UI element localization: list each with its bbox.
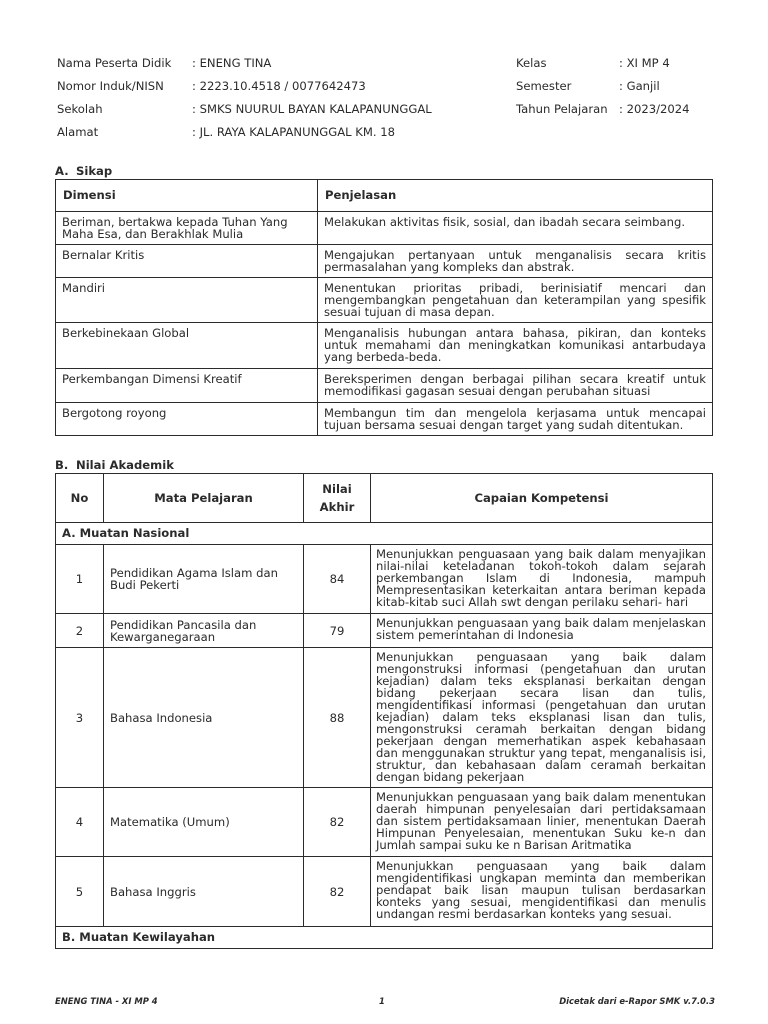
value-tahun: : 2023/2024 (619, 102, 690, 116)
page-footer (55, 996, 715, 1008)
capaian-cell: Menunjukkan penguasaan yang baik dalam mengidentifikasi ungkapan meminta dan memberikan pendapat baik lisan maupun tulisan berdasarkan konteks yang sesuai, mengidentifikasi dan menulis undangan resmi berdasarkan konteks yang sesuai. (371, 857, 713, 927)
identity-row-name (57, 56, 717, 79)
penjelasan-cell: Menganalisis hubungan antara bahasa, pikiran, dan konteks untuk memahami dan meningkatkan komunikasi antarbudaya yang berbeda-beda. (318, 323, 713, 369)
no-cell: 3 (56, 648, 104, 788)
no-cell: 1 (56, 545, 104, 614)
group-muatan-nasional: A. Muatan Nasional (56, 523, 713, 545)
table-row (56, 614, 713, 648)
value-nisn: : 2223.10.4518 / 0077642473 (192, 79, 366, 93)
group-row (56, 523, 713, 545)
dimensi-cell: Berkebinekaan Global (56, 323, 318, 369)
capaian-cell: Menunjukkan penguasaan yang baik dalam menyajikan nilai-nilai keteladanan tokoh-tokoh dalam sejarah perkembangan Islam di Indonesia, mampuh Mempresentasikan keterkaitan antara beriman kepada kitab-kitab suci Allah swt dengan perilaku sehari- hari (371, 545, 713, 614)
footer-student: ENENG TINA - XI MP 4 (55, 996, 158, 1006)
mapel-cell: Bahasa Indonesia (104, 648, 304, 788)
nilai-cell: 88 (304, 648, 371, 788)
label-semester: Semester (516, 79, 572, 93)
nilai-cell: 79 (304, 614, 371, 648)
identity-row-address (57, 125, 717, 148)
section-title-sikap (55, 164, 112, 178)
value-sekolah: : SMKS NUURUL BAYAN KALAPANUNGGAL (192, 102, 432, 116)
table-row (56, 212, 713, 245)
header-penjelasan: Penjelasan (318, 180, 713, 212)
label-nama: Nama Peserta Didik (57, 56, 172, 70)
penjelasan-cell: Bereksperimen dengan berbagai pilihan secara kreatif untuk memodifikasi gagasan sesuai dengan perubahan situasi (318, 369, 713, 403)
header-mapel: Mata Pelajaran (104, 474, 304, 523)
group-row (56, 927, 713, 949)
mapel-cell: Pendidikan Agama Islam dan Budi Pekerti (104, 545, 304, 614)
identity-row-nisn (57, 79, 717, 102)
no-cell: 4 (56, 788, 104, 857)
group-muatan-kewilayahan: B. Muatan Kewilayahan (56, 927, 713, 949)
table-row (56, 323, 713, 369)
table-row (56, 788, 713, 857)
label-kelas: Kelas (516, 56, 547, 70)
dimensi-cell: Beriman, bertakwa kepada Tuhan Yang Maha Esa, dan Berakhlak Mulia (56, 212, 318, 245)
table-row (56, 403, 713, 436)
mapel-cell: Pendidikan Pancasila dan Kewarganegaraan (104, 614, 304, 648)
header-nilai: Nilai Akhir (304, 474, 371, 523)
nilai-table (55, 473, 713, 949)
mapel-cell: Bahasa Inggris (104, 857, 304, 927)
sikap-header-row (56, 180, 713, 212)
table-row (56, 545, 713, 614)
label-tahun: Tahun Pelajaran (516, 102, 608, 116)
dimensi-cell: Mandiri (56, 278, 318, 323)
nilai-cell: 82 (304, 788, 371, 857)
label-nisn: Nomor Induk/NISN (57, 79, 164, 93)
header-dimensi: Dimensi (56, 180, 318, 212)
section-name-sikap: Sikap (76, 164, 113, 178)
value-semester: : Ganjil (619, 79, 660, 93)
table-row (56, 278, 713, 323)
table-row (56, 648, 713, 788)
dimensi-cell: Bernalar Kritis (56, 245, 318, 278)
section-name-nilai: Nilai Akademik (76, 458, 174, 472)
label-sekolah: Sekolah (57, 102, 103, 116)
section-letter-a: A. (55, 164, 69, 178)
penjelasan-cell: Membangun tim dan mengelola kerjasama untuk mencapai tujuan bersama sesuai dengan target yang sudah ditentukan. (318, 403, 713, 436)
table-row (56, 369, 713, 403)
header-capaian: Capaian Kompetensi (371, 474, 713, 523)
no-cell: 5 (56, 857, 104, 927)
sikap-table (55, 179, 713, 436)
capaian-cell: Menunjukkan penguasaan yang baik dalam mengonstruksi informasi (pengetahuan dan urutan kejadian) dalam teks eksplanasi berkaitan dengan bidang pekerjaan secara lisan dan tulis, mengidentifikasi informasi (pengetahuan dan urutan kejadian) dalam teks eksplanasi lisan dan tulis, mengonstruksi ceramah berkaitan dengan bidang pekerjaan dengan memerhatikan aspek kebahasaan dan menggunakan struktur yang tepat, menganalisis isi, struktur, dan kebahasaan dalam ceramah berkaitan dengan bidang pekerjaan (371, 648, 713, 788)
value-kelas: : XI MP 4 (619, 56, 670, 70)
nilai-cell: 82 (304, 857, 371, 927)
section-letter-b: B. (55, 458, 69, 472)
value-nama: : ENENG TINA (192, 56, 272, 70)
label-alamat: Alamat (57, 125, 99, 139)
nilai-cell: 84 (304, 545, 371, 614)
footer-page-number: 1 (379, 996, 385, 1006)
footer-printed-by: Dicetak dari e-Rapor SMK v.7.0.3 (559, 996, 715, 1006)
penjelasan-cell: Mengajukan pertanyaan untuk menganalisis secara kritis permasalahan yang kompleks dan abstrak. (318, 245, 713, 278)
section-title-nilai (55, 458, 174, 472)
table-row (56, 857, 713, 927)
no-cell: 2 (56, 614, 104, 648)
value-alamat: : JL. RAYA KALAPANUNGGAL KM. 18 (192, 125, 396, 139)
dimensi-cell: Perkembangan Dimensi Kreatif (56, 369, 318, 403)
nilai-header-row (56, 474, 713, 523)
capaian-cell: Menunjukkan penguasaan yang baik dalam menjelaskan sistem pemerintahan di Indonesia (371, 614, 713, 648)
capaian-cell: Menunjukkan penguasaan yang baik dalam menentukan daerah himpunan penyelesaian dari pertidaksamaan dan sistem pertidaksamaan linier, menentukan Daerah Himpunan Penyelesaian, menentukan Suku ke-n dan Jumlah sampai suku ke n Barisan Aritmatika (371, 788, 713, 857)
header-no: No (56, 474, 104, 523)
dimensi-cell: Bergotong royong (56, 403, 318, 436)
mapel-cell: Matematika (Umum) (104, 788, 304, 857)
penjelasan-cell: Menentukan prioritas pribadi, berinisiatif mencari dan mengembangkan pengetahuan dan keterampilan yang spesifik sesuai tujuan di masa depan. (318, 278, 713, 323)
table-row (56, 245, 713, 278)
student-identity (57, 56, 717, 148)
identity-row-school (57, 102, 717, 125)
penjelasan-cell: Melakukan aktivitas fisik, sosial, dan ibadah secara seimbang. (318, 212, 713, 245)
